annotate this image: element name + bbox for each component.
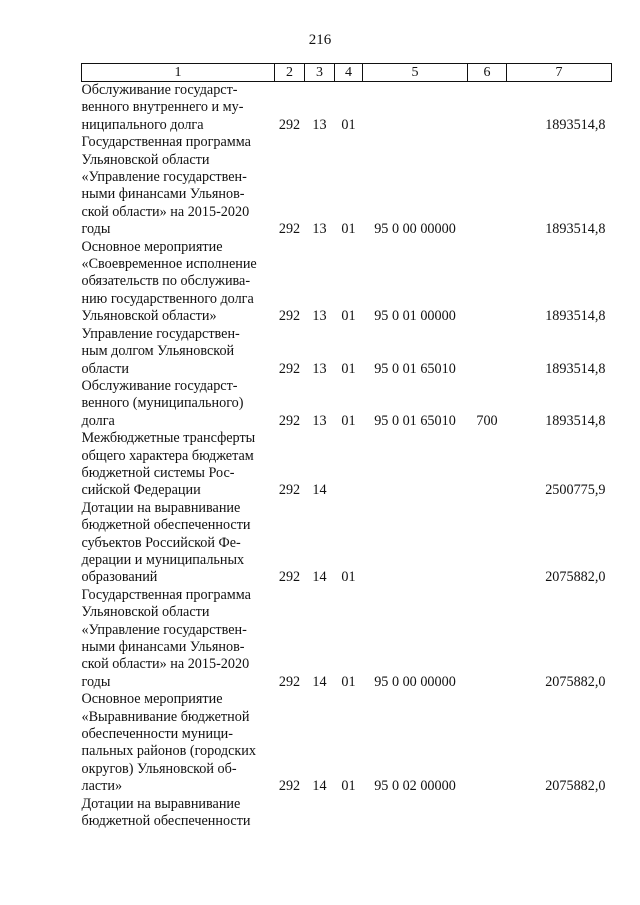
table-row — [82, 239, 612, 326]
subsection-code: 01 — [341, 221, 356, 238]
row-title — [82, 796, 275, 831]
row-title-line: венного (муниципального) — [81, 395, 244, 412]
subsection-code: 01 — [341, 673, 356, 690]
row-title-line: сийской Федерации — [81, 482, 201, 499]
expense-type-code — [468, 587, 507, 691]
row-title-line: ниципального долга — [81, 116, 204, 133]
target-article-code: 95 0 01 00000 — [374, 308, 456, 325]
target-article-code — [363, 82, 468, 135]
table-row — [82, 378, 612, 430]
target-article-code — [363, 796, 468, 831]
table-row — [82, 82, 612, 135]
row-title-line: ской области» на 2015-2020 — [81, 656, 250, 673]
amount: 1893514,8 — [545, 360, 606, 377]
row-title-line: Дотации на выравнивание — [81, 499, 241, 516]
row-title — [82, 691, 275, 795]
table-row — [82, 430, 612, 500]
row-title — [82, 430, 275, 500]
row-title-line: ными финансами Ульянов- — [81, 186, 245, 203]
row-title-line: Межбюджетные трансферты — [81, 430, 256, 447]
row-title-line: годы — [81, 673, 111, 690]
row-title — [82, 134, 275, 238]
row-title — [82, 326, 275, 378]
chapter-code — [275, 796, 305, 831]
section-code: 14 — [312, 569, 327, 586]
row-title-line: субъектов Российской Фе- — [81, 534, 241, 551]
expense-type-code — [468, 82, 507, 135]
chapter-code: 292 — [278, 116, 301, 133]
row-title — [82, 378, 275, 430]
amount: 2500775,9 — [545, 482, 606, 499]
table-row — [82, 326, 612, 378]
chapter-code: 292 — [278, 569, 301, 586]
row-title-line: обеспеченности муници- — [81, 726, 233, 743]
subsection-code: 01 — [341, 569, 356, 586]
row-title-line: «Управление государствен- — [81, 621, 247, 638]
column-header-4: 4 — [335, 64, 363, 82]
row-title-line: годы — [81, 221, 111, 238]
row-title — [82, 587, 275, 691]
row-title-line: области — [81, 360, 129, 377]
column-header-1: 1 — [82, 64, 275, 82]
table-row — [82, 587, 612, 691]
row-title-line: венного внутреннего и му- — [81, 99, 244, 116]
amount: 1893514,8 — [545, 116, 606, 133]
row-title-line: Государственная программа — [81, 134, 251, 151]
table-row — [82, 796, 612, 831]
row-title-line: обязательств по обслужива- — [81, 273, 251, 290]
chapter-code: 292 — [278, 778, 301, 795]
row-title-line: Государственная программа — [81, 586, 251, 603]
amount: 1893514,8 — [545, 221, 606, 238]
table-row — [82, 134, 612, 238]
amount: 2075882,0 — [545, 673, 606, 690]
subsection-code: 01 — [341, 360, 356, 377]
target-article-code: 95 0 02 00000 — [374, 778, 456, 795]
chapter-code: 292 — [278, 482, 301, 499]
expense-type-code: 700 — [476, 412, 498, 429]
row-title — [82, 82, 275, 135]
row-title-line: ными финансами Ульянов- — [81, 639, 245, 655]
target-article-code — [363, 500, 468, 587]
target-article-code: 95 0 01 65010 — [374, 412, 456, 429]
row-title-line: Обслуживание государст- — [81, 377, 238, 394]
row-title-line: бюджетной обеспеченности — [81, 517, 251, 534]
chapter-code: 292 — [278, 360, 301, 377]
row-title-line: Основное мероприятие — [81, 691, 223, 708]
row-title-line: дерации и муниципальных — [81, 551, 245, 568]
expense-type-code — [468, 430, 507, 500]
budget-table — [81, 63, 612, 830]
row-title-line: «Выравнивание бюджетной — [81, 708, 250, 725]
row-title-line: «Управление государствен- — [81, 169, 247, 186]
expense-type-code — [468, 239, 507, 326]
column-header-2: 2 — [275, 64, 305, 82]
target-article-code: 95 0 00 00000 — [374, 221, 456, 238]
expense-type-code — [468, 796, 507, 831]
subsection-code — [335, 430, 363, 500]
chapter-code: 292 — [278, 673, 301, 690]
subsection-code: 01 — [341, 778, 356, 795]
section-code: 14 — [312, 673, 327, 690]
column-header-3: 3 — [305, 64, 335, 82]
target-article-code — [363, 430, 468, 500]
row-title-line: Ульяновской области — [81, 151, 210, 168]
column-header-5: 5 — [363, 64, 468, 82]
amount: 2075882,0 — [545, 778, 606, 795]
section-code: 13 — [312, 221, 327, 238]
section-code — [305, 796, 335, 831]
row-title-line: Управление государствен- — [81, 325, 240, 342]
table-row — [82, 691, 612, 795]
amount: 2075882,0 — [545, 569, 606, 586]
amount: 1893514,8 — [545, 308, 606, 325]
target-article-code: 95 0 01 65010 — [374, 360, 456, 377]
page-number: 216 — [308, 32, 332, 48]
expense-type-code — [468, 500, 507, 587]
section-code: 14 — [312, 482, 327, 499]
target-article-code: 95 0 00 00000 — [374, 673, 456, 690]
chapter-code: 292 — [278, 308, 301, 325]
expense-type-code — [468, 326, 507, 378]
table-body — [82, 82, 612, 831]
column-header-6: 6 — [468, 64, 507, 82]
row-title-line: Обслуживание государст- — [81, 82, 238, 98]
subsection-code: 01 — [341, 116, 356, 133]
row-title-line: бюджетной системы Рос- — [81, 464, 235, 481]
header-row — [82, 64, 612, 82]
row-title-line: пальных районов (городских — [81, 743, 256, 760]
subsection-code: 01 — [341, 308, 356, 325]
table-row — [82, 500, 612, 587]
row-title-line: Дотации на выравнивание — [81, 795, 241, 812]
row-title-line: ным долгом Ульяновской — [81, 343, 235, 360]
section-code: 13 — [312, 116, 327, 133]
amount: 1893514,8 — [545, 412, 606, 429]
row-title-line: «Своевременное исполнение — [81, 256, 257, 273]
section-code: 13 — [312, 412, 327, 429]
expense-type-code — [468, 134, 507, 238]
expense-type-code — [468, 691, 507, 795]
section-code: 13 — [312, 308, 327, 325]
section-code: 13 — [312, 360, 327, 377]
row-title-line: образований — [81, 569, 158, 586]
section-code: 14 — [312, 778, 327, 795]
row-title-line: ской области» на 2015-2020 — [81, 203, 250, 220]
subsection-code — [335, 796, 363, 831]
row-title-line: Ульяновской области» — [81, 308, 217, 325]
row-title-line: бюджетной обеспеченности — [81, 813, 251, 830]
row-title-line: долга — [81, 412, 115, 429]
subsection-code: 01 — [341, 412, 356, 429]
chapter-code: 292 — [278, 221, 301, 238]
amount — [507, 796, 612, 831]
row-title-line: общего характера бюджетам — [81, 447, 254, 464]
row-title — [82, 239, 275, 326]
column-header-7: 7 — [507, 64, 612, 82]
row-title-line: ласти» — [81, 778, 123, 795]
row-title — [82, 500, 275, 587]
row-title-line: нию государственного долга — [81, 290, 254, 307]
chapter-code: 292 — [278, 412, 301, 429]
row-title-line: округов) Ульяновской об- — [81, 760, 237, 777]
table-header — [82, 64, 612, 82]
row-title-line: Основное мероприятие — [81, 238, 223, 255]
row-title-line: Ульяновской области — [81, 604, 210, 621]
